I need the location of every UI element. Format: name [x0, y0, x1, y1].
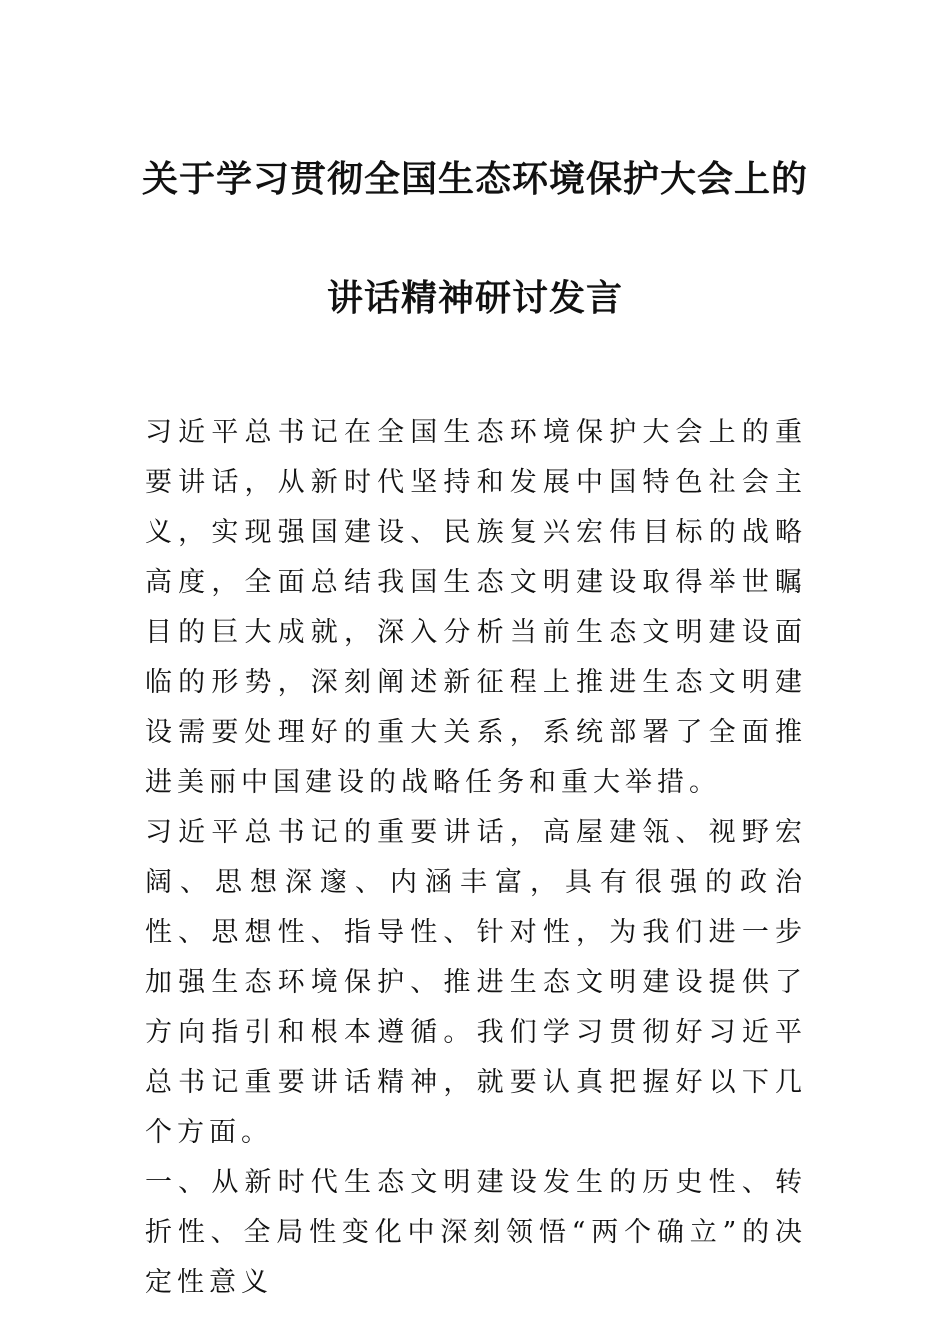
document-title-line-2: 讲话精神研讨发言 [326, 278, 623, 319]
document-title-line-1: 关于学习贯彻全国生态环境保护大会上的 [141, 159, 808, 200]
body-paragraph-2: 习近平总书记的重要讲话，高屋建瓴、视野宏阔、思想深邃、内涵丰富，具有很强的政治性、思想性、指导性、针对性，为我们进一步加强生态环境保护、推进生态文明建设提供了方向指引和根本遵循。我们学习贯彻好习近平总书记重要讲话精神，就要认真把握好以下几个方面。 [145, 817, 807, 1148]
body-paragraph-1: 习近平总书记在全国生态环境保护大会上的重要讲话，从新时代坚持和发展中国特色社会主义，实现强国建设、民族复兴宏伟目标的战略高度，全面总结我国生态文明建设取得举世瞩目的巨大成就，深入分析当前生态文明建设面临的形势，深刻阐述新征程上推进生态文明建设需要处理好的重大关系，系统部署了全面推进美丽中国建设的战略任务和重大举措。 [145, 417, 807, 798]
document-body [145, 408, 807, 1308]
section-heading-1: 一、从新时代生态文明建设发生的历史性、转折性、全局性变化中深刻领悟“两个确立”的决定性意义 [145, 1167, 807, 1298]
